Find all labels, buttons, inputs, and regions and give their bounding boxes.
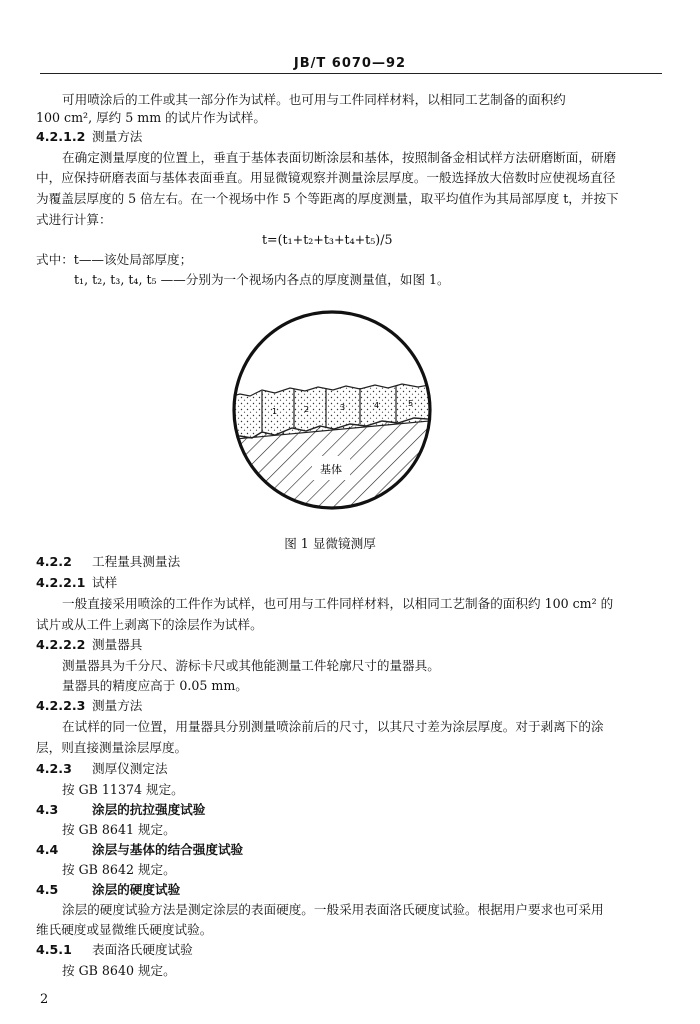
section-title: 表面洛氏硬度试验 bbox=[92, 942, 193, 957]
paragraph-line: 中，应保持研磨表面与基体表面垂直。用显微镜观察并测量涂层厚度。一般选择放大倍数时应使视场直径 bbox=[36, 170, 616, 185]
section-number: 4.2.2.1 bbox=[36, 575, 86, 590]
paragraph-line: 一般直接采用喷涂的工件作为试样，也可用与工件同样材料，以相同工艺制备的面积约 100 cm² 的 bbox=[62, 596, 614, 611]
paragraph-line: 测量器具为千分尺、游标卡尺或其他能测量工件轮廓尺寸的量器具。 bbox=[62, 658, 440, 673]
paragraph-line: 按 GB 11374 规定。 bbox=[62, 782, 184, 797]
section-title: 测量器具 bbox=[92, 637, 143, 652]
section-number: 4.2.1.2 bbox=[36, 129, 86, 144]
paragraph-line: 按 GB 8642 规定。 bbox=[62, 862, 176, 877]
paragraph-line: 100 cm², 厚约 5 mm 的试片作为试样。 bbox=[36, 110, 266, 125]
document-code-header: JB/T 6070—92 bbox=[293, 56, 407, 71]
section-heading-4-2-2 bbox=[36, 554, 180, 570]
section-title: 工程量具测量法 bbox=[92, 554, 181, 569]
section-number: 4.5 bbox=[36, 882, 59, 897]
where-line: 式中：t——该处局部厚度； bbox=[36, 252, 193, 267]
section-heading-4-2-2-1 bbox=[36, 575, 117, 591]
paragraph-line: 在确定测量厚度的位置上，垂直于基体表面切断涂层和基体，按照制备金相试样方法研磨断面，研磨 bbox=[62, 150, 617, 165]
section-number: 4.2.2.3 bbox=[36, 698, 86, 713]
section-title: 试样 bbox=[92, 575, 118, 590]
section-title: 涂层与基体的结合强度试验 bbox=[92, 842, 244, 857]
paragraph-line: 试片或从工件上剥离下的涂层作为试样。 bbox=[36, 617, 263, 632]
section-title: 测量方法 bbox=[92, 129, 143, 144]
section-number: 4.2.2 bbox=[36, 554, 72, 569]
point-label-1: 1 bbox=[272, 407, 278, 416]
point-label-5: 5 bbox=[408, 399, 414, 408]
point-label-3: 3 bbox=[340, 403, 346, 412]
paragraph-line: 涂层的硬度试验方法是测定涂层的表面硬度。一般采用表面洛氏硬度试验。根据用户要求也可采用 bbox=[62, 902, 604, 917]
paragraph-line: 可用喷涂后的工件或其一部分作为试样。也可用与工件同样材料，以相同工艺制备的面积约 bbox=[62, 92, 566, 107]
section-number: 4.2.3 bbox=[36, 761, 72, 776]
paragraph-line: 式进行计算： bbox=[36, 212, 112, 227]
section-number: 4.4 bbox=[36, 842, 59, 857]
paragraph-line: 按 GB 8640 规定。 bbox=[62, 963, 176, 978]
where-line: t₁, t₂, t₃, t₄, t₅ ——分别为一个视场内各点的厚度测量值，如图 1。 bbox=[74, 272, 450, 287]
formula: t=(t₁+t₂+t₃+t₄+t₅)/5 bbox=[262, 232, 393, 247]
paragraph-line: 在试样的同一位置，用量器具分别测量喷涂前后的尺寸，以其尺寸差为涂层厚度。对于剥离下的涂 bbox=[62, 719, 604, 734]
section-title: 测厚仪测定法 bbox=[92, 761, 168, 776]
paragraph-line: 按 GB 8641 规定。 bbox=[62, 822, 176, 837]
paragraph-line: 量器具的精度应高于 0.05 mm。 bbox=[62, 678, 248, 693]
section-title: 测量方法 bbox=[92, 698, 143, 713]
section-heading-4-5 bbox=[36, 882, 180, 898]
section-number: 4.3 bbox=[36, 802, 59, 817]
paragraph-line: 维氏硬度或显微维氏硬度试验。 bbox=[36, 922, 213, 937]
page-number: 2 bbox=[40, 992, 49, 1007]
section-heading-4-2-2-2 bbox=[36, 637, 142, 653]
section-heading-4-4 bbox=[36, 842, 243, 858]
point-label-2: 2 bbox=[304, 405, 310, 414]
section-heading-4-3 bbox=[36, 802, 205, 818]
section-number: 4.2.2.2 bbox=[36, 637, 86, 652]
paragraph-line: 层，则直接测量涂层厚度。 bbox=[36, 740, 188, 755]
section-title: 涂层的硬度试验 bbox=[92, 882, 181, 897]
point-label-4: 4 bbox=[374, 401, 380, 410]
section-number: 4.5.1 bbox=[36, 942, 72, 957]
section-heading-4-5-1 bbox=[36, 942, 193, 958]
section-heading-4-2-2-3 bbox=[36, 698, 142, 714]
section-heading-4-2-3 bbox=[36, 761, 168, 777]
figure-caption: 图 1 显微镜测厚 bbox=[284, 536, 376, 551]
paragraph-line: 为覆盖层厚度的 5 倍左右。在一个视场中作 5 个等距离的厚度测量，取平均值作为其局部厚度 t，并按下 bbox=[36, 191, 619, 206]
substrate-label: 基体 bbox=[320, 463, 342, 476]
section-title: 涂层的抗拉强度试验 bbox=[92, 802, 206, 817]
